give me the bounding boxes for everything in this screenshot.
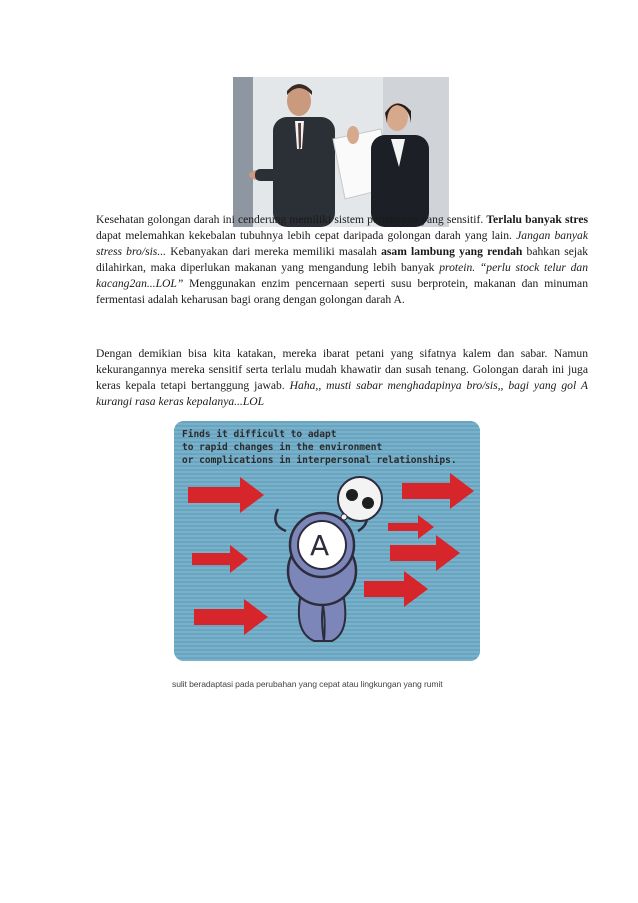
illustration-line-3: or complications in interpersonal relationships. (182, 455, 457, 466)
p1-text-1: Kesehatan golongan darah ini cenderung memiliki sistem pertahanan yang sensitif. (96, 213, 484, 226)
badge-letter: A (310, 529, 330, 562)
illustration-line-1: Finds it difficult to adapt (182, 429, 337, 440)
illustration-line-2: to rapid changes in the environment (182, 442, 383, 453)
image-caption: sulit beradaptasi pada perubahan yang cepat atau lingkungan yang rumit (172, 679, 443, 689)
p1-italic-1: Jangan banyak stress bro/sis... (96, 229, 588, 258)
p1-text-5: Menggunakan enzim pencernaan seperti susu berprotein, makanan dan minuman fermentasi adalah keharusan bagi orang dengan golongan darah A. (96, 277, 588, 306)
illustration-text (182, 428, 462, 467)
worry-bubble (338, 477, 382, 521)
p2-text-1: Dengan demikian bisa kita katakan, mereka ibarat petani yang sifatnya kalem dan sabar. Namun kekurangannya mereka sensitif serta terlalu mudah khawatir dan susah tenang. Golongan darah ini juga keras kepala tetapi bertanggung jawab. (96, 347, 588, 392)
p1-text-3: Kebanyakan dari mereka memiliki masalah (170, 245, 377, 258)
p1-italic-2: protein. “perlu stock telur dan kacang2an...LOL” (96, 261, 588, 290)
p2-italic-1: Haha,, musti sabar menghadapinya bro/sis,, bagi yang gol A kurangi rasa keras kepalanya...LOL (96, 379, 589, 408)
p1-text-2: dapat melemahkan kekebalan tubuhnya lebih cepat daripada golongan darah yang lain. (96, 229, 512, 242)
p1-bold-stomach-acid: asam lambung yang rendah (381, 245, 523, 258)
business-people-photo (233, 77, 449, 227)
p1-text-4: bahkan sejak dilahirkan, maka diperlukan makanan yang mengandung lebih banyak (96, 245, 589, 274)
photo-graphic (233, 77, 449, 227)
paragraph-personality (96, 346, 588, 410)
paragraph-blood-type-health (96, 212, 588, 308)
p1-bold-stress: Terlalu banyak stres (486, 213, 588, 226)
